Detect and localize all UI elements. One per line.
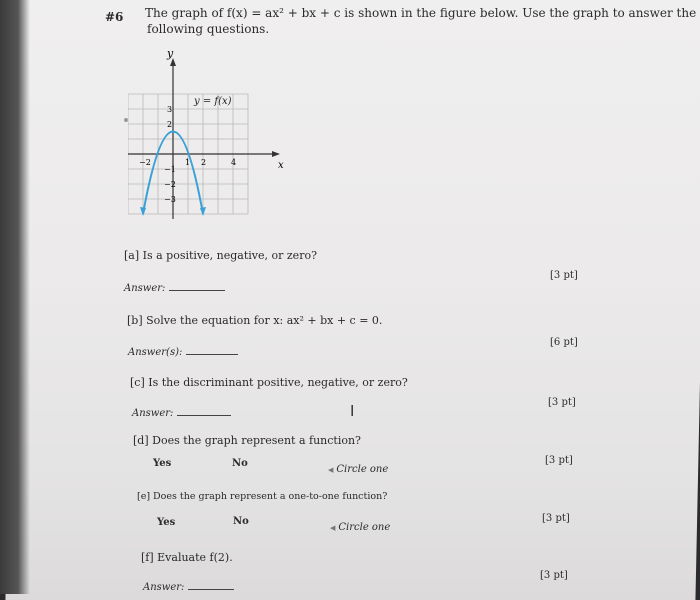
text-cursor-icon: I — [350, 402, 355, 420]
part-a-answer-blank[interactable] — [169, 289, 225, 291]
circle-one-label: Circle one — [336, 464, 389, 475]
part-b-answer-blank[interactable] — [186, 353, 238, 355]
part-a-answer-label: Answer: — [124, 283, 166, 294]
part-c-points: [3 pt] — [548, 397, 576, 408]
part-b-answer-row — [128, 340, 238, 359]
part-d-yes-option[interactable]: Yes — [153, 458, 172, 469]
part-d-circle-hint — [328, 457, 388, 476]
part-f-question: [f] Evaluate f(2). — [141, 551, 233, 564]
curve-arrow-right — [200, 207, 206, 216]
circle-one-label: Circle one — [338, 522, 391, 533]
part-c-answer-label: Answer: — [132, 408, 174, 419]
part-e-yes-option[interactable]: Yes — [157, 517, 176, 528]
part-f-answer-label: Answer: — [143, 582, 185, 593]
part-e-question: [e] Does the graph represent a one-to-one function? — [137, 491, 388, 502]
arrow-icon: ◀ — [328, 466, 334, 474]
curve-arrow-left — [140, 207, 146, 216]
y-tick-label: −1 — [164, 165, 176, 174]
y-tick-label: 2 — [167, 120, 173, 129]
part-e-points: [3 pt] — [542, 513, 570, 524]
part-d-no-option[interactable]: No — [232, 458, 248, 469]
x-tick-label: −2 — [139, 158, 151, 167]
part-d-question: [d] Does the graph represent a function? — [133, 434, 361, 447]
x-axis-label: x — [278, 160, 284, 171]
part-e-circle-hint — [330, 515, 390, 534]
x-axis-arrow — [272, 151, 280, 157]
worksheet-page — [5, 0, 700, 600]
part-c-answer-row — [132, 401, 231, 420]
y-axis-label: y — [167, 47, 174, 60]
part-f-points: [3 pt] — [540, 570, 568, 581]
part-a-points: [3 pt] — [550, 270, 578, 281]
part-b-question: [b] Solve the equation for x: ax² + bx + c = 0. — [127, 314, 383, 327]
part-f-answer-row — [143, 575, 234, 594]
part-f-answer-blank[interactable] — [188, 588, 234, 590]
part-a-question: [a] Is a positive, negative, or zero? — [124, 249, 317, 262]
curve-label: y = f(x) — [194, 96, 232, 107]
problem-number: #6 — [105, 10, 124, 24]
x-tick-label: 2 — [201, 158, 207, 167]
y-tick-label: 3 — [167, 105, 173, 114]
part-e-no-option[interactable]: No — [233, 516, 249, 527]
y-tick-label: −3 — [164, 195, 176, 204]
part-d-points: [3 pt] — [545, 455, 573, 466]
x-tick-label: 4 — [231, 158, 237, 167]
page-shadow — [0, 0, 30, 594]
problem-intro-line1: The graph of f(x) = ax² + bx + c is shown in the figure below. Use the graph to answer the — [145, 6, 697, 20]
problem-intro-line2: following questions. — [147, 22, 270, 36]
part-b-points: [6 pt] — [550, 337, 578, 348]
x-tick-label: 1 — [185, 158, 191, 167]
arrow-icon: ◀ — [330, 524, 336, 532]
parabola-graph — [128, 44, 288, 224]
part-a-answer-row — [124, 276, 225, 295]
part-b-answer-label: Answer(s): — [128, 347, 183, 358]
part-c-question: [c] Is the discriminant positive, negative, or zero? — [130, 376, 408, 389]
y-tick-label: −2 — [164, 180, 176, 189]
part-c-answer-blank[interactable] — [177, 414, 231, 416]
